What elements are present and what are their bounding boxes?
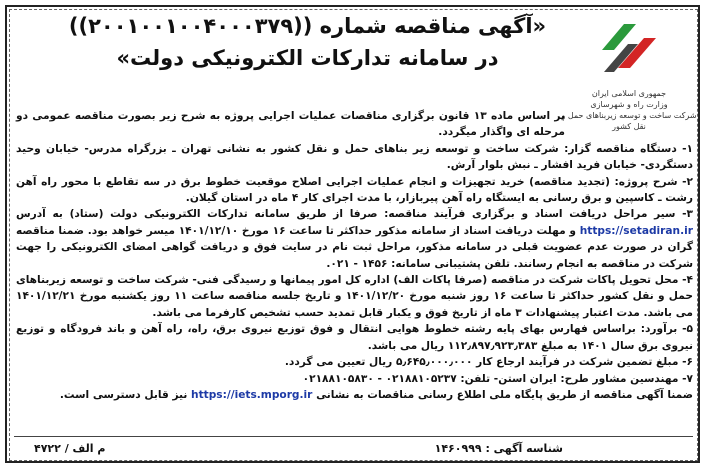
closing-text-b: نیز قابل دسترسی است. <box>59 388 188 401</box>
item-delivery-location: ۴- محل تحویل پاکات شرکت در مناقصه (صرفا پاکات الف) اداره کل امور پیمانها و رسیدگی فنی- شرکت ساخت و توسعه زیربناهای حمل و نقل کشور حداکثر تا ساعت ۱۶ روز شنبه مورخ ۱۴۰۱/۱۲/۲۰ و تاریخ جلسه مناقصه ساعت ۱۱ روز یکشنبه مورخ ۱۴۰۱/۱۲/۲۱ می باشد. مدت اعتبار پیشنهادات ۳ ماه از تاریخ فوق و یکبار قابل تمدید حسب تشخیص کارفرما می باشد. <box>16 274 693 319</box>
item3-text-a: ۳- سیر مراحل دریافت اسناد و برگزاری فرآیند مناقصه: صرفا از طریق سامانه تدارکات الکترونیکی دولت (ستاد) به آدرس <box>16 208 693 221</box>
setad-link[interactable]: https://setadiran.ir <box>579 224 693 237</box>
notice-title-line2: در سامانه تدارکات الکترونیکی دولت» <box>116 46 499 70</box>
closing-paragraph <box>16 387 693 403</box>
footer-divider <box>14 436 693 437</box>
logo-org-line3: شرکت ساخت و توسعه زیربناهای حمل و نقل کشور <box>561 111 697 131</box>
logo-org-line1: جمهوری اسلامی ایران <box>591 89 667 98</box>
item-project-description: ۲- شرح پروژه: (تجدید مناقصه) خرید تجهیزات و انجام عملیات اجرایی اصلاح موقعیت خطوط برق در سه تقاطع با محور راه آهن رشت ـ کاسپین و برق رسانی به ایستگاه راه آهن پیربازار، با مدت اجرای کار ۴ ماه در استان گیلان. <box>16 175 693 205</box>
closing-text-a: ضمنا آگهی مناقصه از طریق پایگاه ملی اطلاع رسانی مناقصات به نشانی <box>316 388 693 401</box>
notice-body <box>16 108 693 403</box>
publication-code: م الف / ۴۷۲۲ <box>34 442 106 455</box>
item3-text-b: و مهلت دریافت اسناد از سامانه مذکور حداکثر تا ساعت ۱۶ مورخ ۱۴۰۱/۱۲/۱۰ میسر خواهد بود. ضمنا مناقصه گران در صورت عدم عضویت قبلی در سامانه مذکور، مراحل ثبت نام در سایت فوق و دریافت گواهی امضای الکترونیکی را جهت شرکت در مناقصه به انجام رسانند. تلفن پشتیبانی سامانه: ۱۴۵۶ - ۰۲۱. <box>16 224 693 270</box>
notice-id: شناسه آگهی : ۱۴۶۰۹۹۹ <box>434 442 563 455</box>
intro-paragraph: بر اساس ماده ۱۳ قانون برگزاری مناقصات عملیات اجرایی پروژه به شرح زیر بصورت مناقصه عمومی دو مرحله ای واگذار میگردد. <box>16 110 565 139</box>
notice-title-line1: «آگهی مناقصه شماره ((۲۰۰۱۰۰۱۰۰۴۰۰۰۳۷۹)) <box>68 14 547 38</box>
logo-org-line2: وزارت راه و شهرسازی <box>590 100 668 109</box>
item-consultant: ۷- مهندسین مشاور طرح: ایران استن- تلفن: ۰۲۱۸۸۱۰۵۲۳۷ - ۰۲۱۸۸۱۰۵۸۳۰ <box>302 372 693 385</box>
item-estimate: ۵- برآورد: براساس فهارس بهای پایه رشته خطوط هوایی انتقال و فوق توزیع نیروی برق، راه، راه آهن و باند فرودگاه و توزیع نیروی برق سال ۱۴۰۱ به مبلغ ۱۱۲٫۸۹۷٫۹۲۳٫۳۸۳ ریال می باشد. <box>16 323 693 352</box>
item-tender-organization: ۱- دستگاه مناقصه گزار: شرکت ساخت و توسعه زیر بناهای حمل و نقل کشور به نشانی تهران ـ بزرگراه مدرس- خیابان وحید دستگردی- خیابان فرید افشار ـ نبش بلوار آرش. <box>16 142 693 172</box>
item-document-process <box>16 206 693 272</box>
item-guarantee: ۶- مبلغ تضمین شرکت در فرآیند ارجاع کار ۵٫۶۴۵٫۰۰۰٫۰۰۰ ریال تعیین می گردد. <box>284 356 693 369</box>
iets-link[interactable]: https://iets.mporg.ir <box>191 388 313 401</box>
footer <box>14 440 693 460</box>
